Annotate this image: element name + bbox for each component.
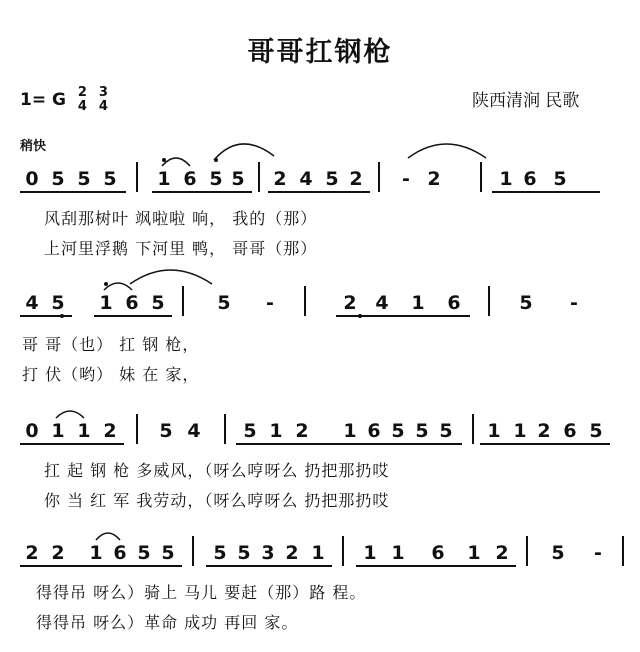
lyric-line-2: 得得吊 呀么）革命 成功 再回 家。: [36, 613, 299, 632]
note: 1: [157, 168, 171, 190]
note: -: [594, 542, 602, 564]
note: 2: [295, 420, 309, 442]
octave-dot: [104, 282, 108, 286]
lyric-line-2: 上河里浮鹅 下河里 鸭， 哥哥（那）: [44, 239, 318, 258]
octave-dot: [162, 158, 166, 162]
bar-line: [480, 162, 482, 192]
note: 6: [523, 168, 537, 190]
lyric-line-2: 你 当 红 军 我劳动，（呀么哼呀么 扔把那扔哎: [44, 491, 390, 510]
note: 1: [343, 420, 357, 442]
bar-line: [224, 414, 226, 444]
note: 2: [495, 542, 509, 564]
note: 5: [137, 542, 151, 564]
note: 4: [375, 292, 389, 314]
note: 5: [325, 168, 339, 190]
note: 5: [51, 292, 65, 314]
note: 5: [231, 168, 245, 190]
note: 1: [363, 542, 377, 564]
bar-line: [378, 162, 380, 192]
note: 5: [217, 292, 231, 314]
note: 5: [439, 420, 453, 442]
note: 4: [299, 168, 313, 190]
note: 6: [113, 542, 127, 564]
note: 1: [77, 420, 91, 442]
note: 2: [427, 168, 441, 190]
song-source: 陕西清涧 民歌: [472, 91, 580, 111]
note: 5: [237, 542, 251, 564]
note: 2: [285, 542, 299, 564]
tempo-marking: 稍快: [20, 139, 47, 154]
note: 4: [25, 292, 39, 314]
slur: [104, 283, 132, 290]
key-label: 1= G: [20, 90, 66, 110]
lyric-line-1: 得得吊 呀么）骑上 马儿 要赶（那）路 程。: [36, 583, 367, 602]
meter-3-4-bottom: 4: [98, 99, 108, 114]
lyric-line-1: 风刮那树叶 飒啦啦 响， 我的（那）: [44, 209, 318, 228]
lyric-line-1: 哥 哥（也） 扛 钢 枪，: [22, 335, 200, 354]
score-row-4: [0, 542, 640, 652]
song-title: 哥哥扛钢枪: [247, 37, 393, 68]
note: 5: [589, 420, 603, 442]
note: 5: [159, 420, 173, 442]
note: 2: [537, 420, 551, 442]
note: 1: [89, 542, 103, 564]
note: 5: [415, 420, 429, 442]
slur: [408, 144, 486, 158]
bar-line: [136, 162, 138, 192]
note: 2: [103, 420, 117, 442]
meter-2-4-top: 2: [77, 85, 87, 100]
bar-line: [526, 536, 528, 566]
note: 2: [25, 542, 39, 564]
lyric-line-1: 扛 起 钢 枪 多威风，（呀么哼呀么 扔把那扔哎: [44, 461, 390, 480]
note: 0: [25, 420, 39, 442]
meter-3-4-top: 3: [98, 85, 108, 100]
note: 5: [103, 168, 117, 190]
note: 5: [77, 168, 91, 190]
slur: [214, 144, 274, 160]
note: 5: [161, 542, 175, 564]
note: 5: [51, 168, 65, 190]
bar-line: [488, 286, 490, 316]
note: 6: [431, 542, 445, 564]
note: 6: [367, 420, 381, 442]
note: 1: [269, 420, 283, 442]
note: 5: [151, 292, 165, 314]
note: 5: [553, 168, 567, 190]
octave-dot: [214, 158, 218, 162]
note: 1: [391, 542, 405, 564]
note: 1: [311, 542, 325, 564]
slur: [162, 158, 190, 166]
bar-line: [472, 414, 474, 444]
meter-3-4: [99, 86, 108, 114]
note: -: [570, 292, 578, 314]
note: 1: [467, 542, 481, 564]
note: 6: [125, 292, 139, 314]
final-bar-line: [622, 536, 624, 566]
score-row-2: [0, 292, 640, 402]
meter-2-4-bottom: 4: [77, 99, 87, 114]
bar-line: [136, 414, 138, 444]
score-row-1: [0, 168, 640, 278]
note: 6: [447, 292, 461, 314]
note: -: [266, 292, 274, 314]
note: 5: [519, 292, 533, 314]
note: 5: [551, 542, 565, 564]
meter-2-4: [78, 86, 87, 114]
note: 0: [25, 168, 39, 190]
note: 3: [261, 542, 275, 564]
bar-line: [258, 162, 260, 192]
note: 2: [51, 542, 65, 564]
note: 1: [99, 292, 113, 314]
note: 1: [499, 168, 513, 190]
note: 1: [487, 420, 501, 442]
note: 1: [411, 292, 425, 314]
note: 4: [187, 420, 201, 442]
bar-line: [182, 286, 184, 316]
note: 6: [183, 168, 197, 190]
note: 6: [563, 420, 577, 442]
note: 5: [213, 542, 227, 564]
lyric-line-2: 打 伏（哟） 妹 在 家，: [22, 365, 200, 384]
note: 5: [209, 168, 223, 190]
slur: [56, 411, 84, 418]
note: -: [402, 168, 410, 190]
slur: [96, 533, 120, 540]
bar-line: [342, 536, 344, 566]
note: 2: [343, 292, 357, 314]
score-row-3: [0, 420, 640, 530]
bar-line: [192, 536, 194, 566]
note: 1: [51, 420, 65, 442]
bar-line: [304, 286, 306, 316]
note: 2: [349, 168, 363, 190]
key-signature: [20, 86, 108, 114]
note: 2: [273, 168, 287, 190]
note: 5: [391, 420, 405, 442]
note: 5: [243, 420, 257, 442]
note: 1: [513, 420, 527, 442]
